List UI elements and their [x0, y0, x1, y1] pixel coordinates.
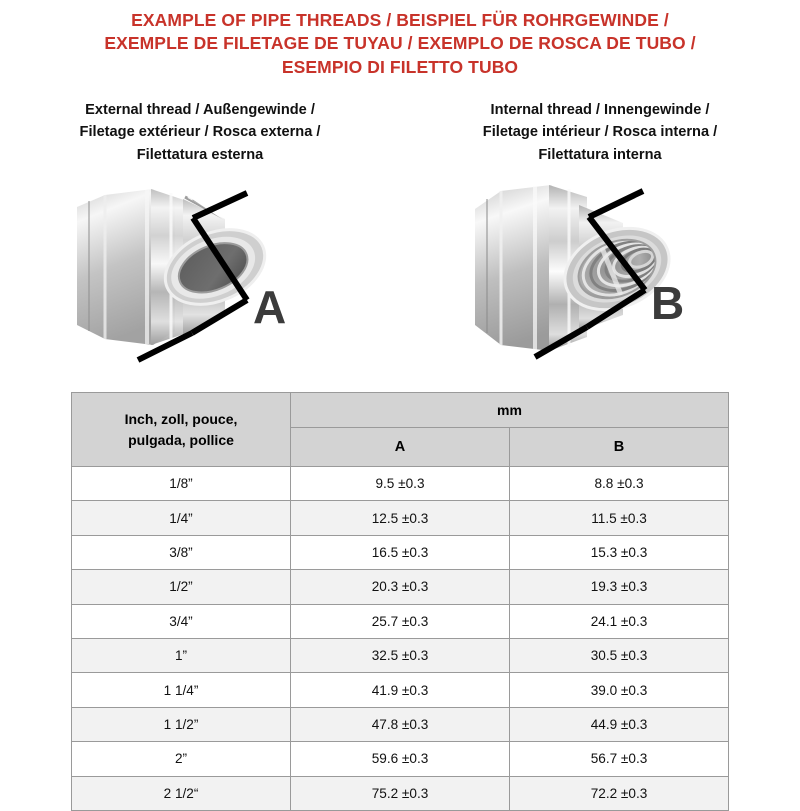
table-row: [72, 707, 729, 741]
table-header: [72, 393, 729, 467]
cell-b: 8.8 ±0.3: [510, 467, 729, 501]
page-title: [0, 0, 800, 79]
table-row: [72, 535, 729, 569]
external-thread-heading: [80, 99, 321, 167]
cell-a: 9.5 ±0.3: [291, 467, 510, 501]
page-title-line-2: EXEMPLE DE FILETAGE DE TUYAU / EXEMPLO DE ROSCA DE TUBO /: [104, 33, 696, 54]
table-row: [72, 467, 729, 501]
male-pipe-fitting-illustration: [75, 175, 325, 365]
table-row: [72, 742, 729, 776]
cell-b: 56.7 ±0.3: [510, 742, 729, 776]
table-header-row-1: [72, 393, 729, 428]
internal-thread-section: [400, 99, 800, 365]
column-header-size: [72, 393, 291, 467]
cell-size: 1/8”: [72, 467, 291, 501]
column-header-mm: mm: [291, 393, 729, 428]
page-title-line-1: EXAMPLE OF PIPE THREADS / BEISPIEL FÜR ROHRGEWINDE /: [131, 10, 669, 30]
cell-b: 15.3 ±0.3: [510, 535, 729, 569]
cell-b: 24.1 ±0.3: [510, 604, 729, 638]
dimension-label-a: A: [253, 280, 287, 333]
female-pipe-fitting-illustration: [475, 175, 725, 365]
external-thread-heading-line-2: Filetage extérieur / Rosca externa /: [79, 124, 321, 141]
external-thread-figure: [75, 175, 325, 365]
cell-size: 1 1/4”: [72, 673, 291, 707]
table-row: [72, 776, 729, 810]
cell-size: 1”: [72, 638, 291, 672]
cell-a: 59.6 ±0.3: [291, 742, 510, 776]
cell-a: 20.3 ±0.3: [291, 570, 510, 604]
cell-size: 1 1/2”: [72, 707, 291, 741]
cell-a: 25.7 ±0.3: [291, 604, 510, 638]
internal-thread-heading-line-3: Filettatura interna: [538, 147, 662, 164]
figure-columns: [0, 99, 800, 365]
external-thread-heading-line-3: Filettatura esterna: [136, 147, 264, 164]
table-row: [72, 638, 729, 672]
cell-a: 32.5 ±0.3: [291, 638, 510, 672]
cell-a: 12.5 ±0.3: [291, 501, 510, 535]
cell-size: 3/4”: [72, 604, 291, 638]
cell-b: 30.5 ±0.3: [510, 638, 729, 672]
column-header-size-line-1: Inch, zoll, pouce,: [124, 411, 238, 428]
cell-b: 44.9 ±0.3: [510, 707, 729, 741]
cell-a: 16.5 ±0.3: [291, 535, 510, 569]
cell-a: 75.2 ±0.3: [291, 776, 510, 810]
cell-size: 3/8”: [72, 535, 291, 569]
internal-thread-heading-line-1: Internal thread / Innengewinde /: [490, 101, 710, 118]
pipe-thread-dimension-table: [71, 392, 729, 811]
internal-thread-heading-line-2: Filetage intérieur / Rosca interna /: [482, 124, 718, 141]
internal-thread-heading: [483, 99, 717, 167]
page-title-line-3: ESEMPIO DI FILETTO TUBO: [281, 56, 519, 77]
cell-size: 1/4”: [72, 501, 291, 535]
column-header-size-line-2: pulgada, pollice: [128, 431, 234, 448]
column-header-b: B: [510, 428, 729, 467]
external-thread-heading-line-1: External thread / Außengewinde /: [85, 101, 315, 118]
cell-b: 11.5 ±0.3: [510, 501, 729, 535]
table-body: [72, 467, 729, 811]
external-thread-section: [0, 99, 400, 365]
cell-b: 72.2 ±0.3: [510, 776, 729, 810]
cell-b: 39.0 ±0.3: [510, 673, 729, 707]
cell-b: 19.3 ±0.3: [510, 570, 729, 604]
dimension-label-b: B: [651, 276, 685, 329]
cell-a: 47.8 ±0.3: [291, 707, 510, 741]
cell-a: 41.9 ±0.3: [291, 673, 510, 707]
table-row: [72, 570, 729, 604]
cell-size: 2 1/2“: [72, 776, 291, 810]
cell-size: 1/2”: [72, 570, 291, 604]
cell-size: 2”: [72, 742, 291, 776]
table-row: [72, 604, 729, 638]
column-header-a: A: [291, 428, 510, 467]
internal-thread-figure: [475, 175, 725, 365]
table-row: [72, 501, 729, 535]
table-row: [72, 673, 729, 707]
